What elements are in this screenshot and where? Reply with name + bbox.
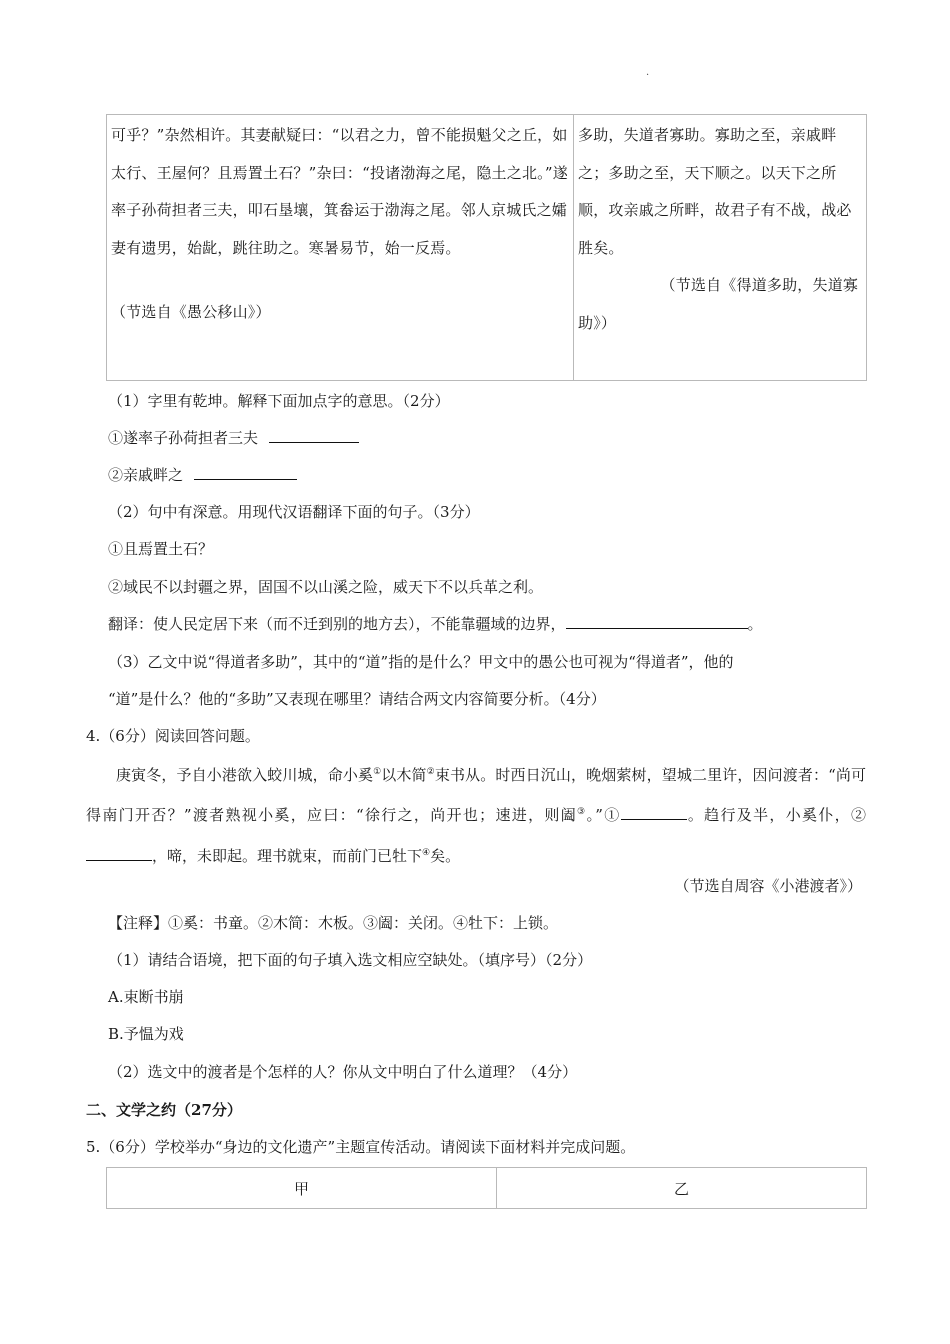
q3-part1-item-b-text: ②亲戚畔之: [108, 466, 184, 484]
q3-part2-translation: [108, 612, 763, 636]
q4-passage: [86, 754, 866, 875]
footnote-marker: ①: [373, 767, 382, 777]
q4-part2-prompt: （2）选文中的渡者是个怎样的人？你从文中明白了什么道理？（4分）: [108, 1063, 578, 1081]
q3-part2-item-a: ①且焉置土石？: [108, 540, 214, 558]
passage-table: [106, 114, 867, 381]
q3-part3-line1: （3）乙文中说“得道者多助”，其中的“道”指的是什么？甲文中的愚公也可视为“得道者”，他的: [108, 653, 734, 671]
q4-note: 【注释】①奚：书童。②木简：木板。③阖：关闭。④牡下：上锁。: [108, 914, 559, 932]
q3-part1-item-a: [108, 426, 359, 450]
footnote-marker: ②: [426, 767, 435, 777]
q4-text-d: 。”①: [586, 806, 621, 825]
q3-part2-item-b: ②域民不以封疆之界，固国不以山溪之险，威天下不以兵革之利。: [108, 578, 544, 596]
q3-part1-item-a-text: ①遂率子孙荷担者三夫: [108, 429, 259, 447]
q4-text-b: 以木简: [381, 766, 427, 784]
answer-blank[interactable]: [621, 803, 687, 820]
q4-text-c: 束书从。时西日沉山，晚烟萦树，望城二里许，因问渡者：“尚可得南门开否？”渡者熟视小奚，应曰：“徐行之，尚开也；速进，则阖: [86, 766, 866, 825]
q4-text-g: 矣。: [430, 846, 461, 865]
answer-blank[interactable]: [86, 844, 152, 861]
q3-part3-line2: “道”是什么？他的“多助”又表现在哪里？请结合两文内容简要分析。（4分）: [108, 690, 606, 708]
passage-right-cell: [574, 115, 867, 381]
q3-translation-end: 。: [747, 615, 763, 633]
q3-part1-item-b: [108, 463, 297, 487]
passage-left-source: （节选自《愚公移山》）: [111, 303, 271, 321]
q4-part1-prompt: （1）请结合语境，把下面的句子填入选文相应空缺处。（填序号）（2分）: [108, 951, 593, 969]
section-heading: 二、文学之约（27分）: [86, 1101, 242, 1119]
q4-option-a: A.束断书崩: [108, 988, 184, 1006]
footnote-marker: ④: [422, 847, 431, 858]
q3-translation-text: 翻译：使人民定居下来（而不迁到别的地方去），不能靠疆域的边界，: [108, 615, 566, 633]
answer-blank[interactable]: [269, 426, 359, 443]
q5-material-table: [106, 1167, 867, 1209]
q4-option-b: B.予愠为戏: [108, 1025, 184, 1043]
footnote-marker: ③: [577, 807, 587, 818]
q4-text-f: ，啼，未即起。理书就束，而前门已牡下: [152, 846, 423, 865]
q5-column-a: 甲: [107, 1168, 497, 1209]
header-dot: ·: [646, 70, 650, 81]
passage-right-source: （节选自《得道多助，失道寡助》）: [578, 276, 859, 332]
answer-blank[interactable]: [566, 612, 748, 629]
passage-left-text: 可乎？”杂然相许。其妻献疑曰：“以君之力，曾不能损魁父之丘，如太行、王屋何？且焉置土石？”杂曰：“投诸渤海之尾，隐土之北。”遂率子孙荷担者三夫，叩石垦壤，箕畚运于渤海之尾。邻人京城氏之孀妻有遗男，始龀，跳往助之。寒暑易节，始一反焉。: [111, 126, 568, 257]
passage-left-cell: [107, 115, 574, 381]
answer-blank[interactable]: [194, 463, 297, 480]
q5-title: 5.（6分）学校举办“身边的文化遗产”主题宣传活动。请阅读下面材料并完成问题。: [86, 1138, 636, 1156]
q3-part1-prompt: （1）字里有乾坤。解释下面加点字的意思。（2分）: [108, 392, 450, 410]
q3-part2-prompt: （2）句中有深意。用现代汉语翻译下面的句子。（3分）: [108, 503, 480, 521]
passage-right-text: 多助，失道者寡助。寡助之至，亲戚畔之；多助之至，天下顺之。以天下之所顺，攻亲戚之所畔，故君子有不战，战必胜矣。: [578, 126, 852, 257]
q4-text-e: 。趋行及半，小奚仆，②: [686, 806, 866, 825]
q4-source: （节选自周容《小港渡者》）: [674, 877, 862, 895]
q4-title: 4.（6分）阅读回答问题。: [86, 727, 260, 745]
q4-text-a: 庚寅冬，予自小港欲入蛟川城，命小奚: [116, 766, 374, 784]
q5-column-b: 乙: [497, 1168, 867, 1209]
